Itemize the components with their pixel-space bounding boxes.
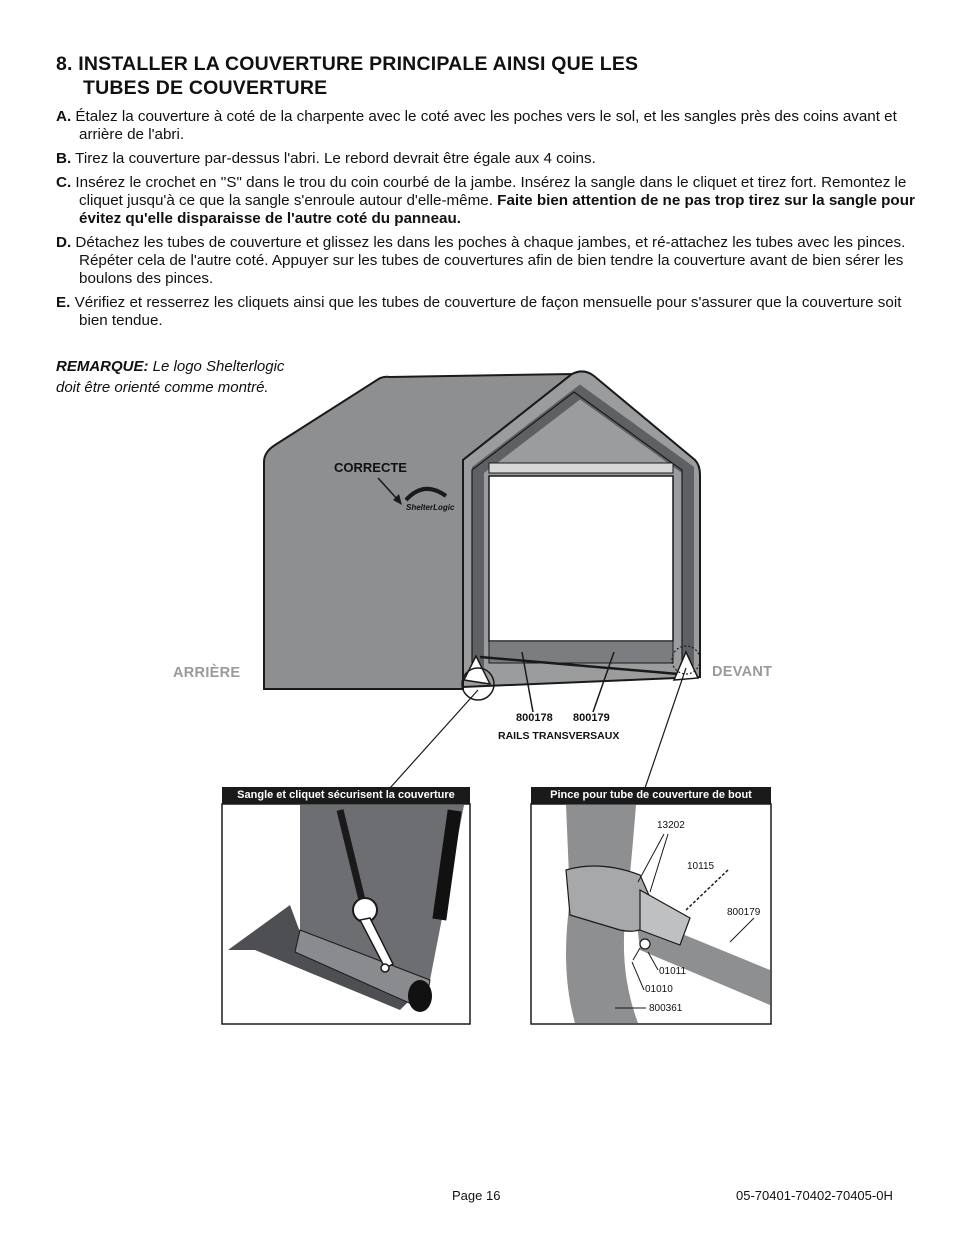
step-text: Tirez la couverture par-dessus l'abri. Le rebord devrait être égale aux 4 coins. <box>75 150 596 167</box>
step-text: Étalez la couverture à coté de la charpente avec le coté avec les poches vers le sol, et les sangles près des coins avant et arrière de l'abri. <box>75 108 897 143</box>
step-key: C. <box>56 174 72 191</box>
page-number: Page 16 <box>452 1188 501 1203</box>
part-10115: 10115 <box>687 861 715 872</box>
step-key: E. <box>56 294 71 311</box>
leader-right-detail <box>645 668 686 788</box>
note-line1: Le logo Shelterlogic <box>152 358 285 375</box>
detail-caption-clamp: Pince pour tube de couverture de bout <box>531 787 771 804</box>
shelter-opening <box>489 476 673 641</box>
top-cross-rail <box>489 463 673 473</box>
part-800179-detail: 800179 <box>727 907 761 918</box>
step-text: Détachez les tubes de couverture et glissez les dans les poches à chaque jambes, et ré-attachez les tubes avec les pinces. Répéter cela de l'autre coté. Appuyer sur les tubes de couvertures afin de bien tendre la couverture avant de bien sérer les boulons des pinces. <box>75 234 906 287</box>
note-lead: REMARQUE: <box>56 358 149 375</box>
note-line2: doit être orienté comme montré. <box>56 379 269 396</box>
part-800178: 800178 <box>516 712 553 724</box>
document-number: 05-70401-70402-70405-0H <box>736 1188 893 1203</box>
step-key: A. <box>56 108 72 125</box>
tube-end <box>408 980 432 1012</box>
nut-icon <box>640 939 650 949</box>
part-13202: 13202 <box>657 820 685 831</box>
part-01010: 01010 <box>645 984 673 995</box>
part-800361: 800361 <box>649 1003 683 1014</box>
rails-label: RAILS TRANSVERSAUX <box>498 730 620 742</box>
step-key: B. <box>56 150 72 167</box>
section-title-line2: TUBES DE COUVERTURE <box>83 77 328 99</box>
part-800179: 800179 <box>573 712 610 724</box>
part-01011: 01011 <box>659 966 687 977</box>
step-text: Insérez le crochet en ''S" dans le trou du coin courbé de la jambe. Insérez la sangle dans le cliquet et tirez fort. Remontez le cliquet jusqu'à ce que la sangle s'enroule autour d'elle-même. <box>75 174 907 209</box>
detail-caption-strap: Sangle et cliquet sécurisent la couverture <box>222 787 470 804</box>
front-label: DEVANT <box>712 664 773 680</box>
leader-left-detail <box>390 690 478 788</box>
logo-text: ShelterLogic <box>406 503 455 512</box>
rear-label: ARRIÈRE <box>173 665 241 681</box>
step-key: D. <box>56 234 72 251</box>
step-warning: Faite bien attention de ne pas trop tirez sur la sangle pour évitez qu'elle disparaisse de l'autre coté du panneau. <box>79 192 915 227</box>
correct-label: CORRECTE <box>334 460 407 475</box>
step-text: Vérifiez et resserrez les cliquets ainsi que les tubes de couverture de façon mensuelle pour s'assurer que la couverture soit bien tendue. <box>74 294 902 329</box>
section-title-line1: 8. INSTALLER LA COUVERTURE PRINCIPALE AINSI QUE LES <box>56 53 639 75</box>
